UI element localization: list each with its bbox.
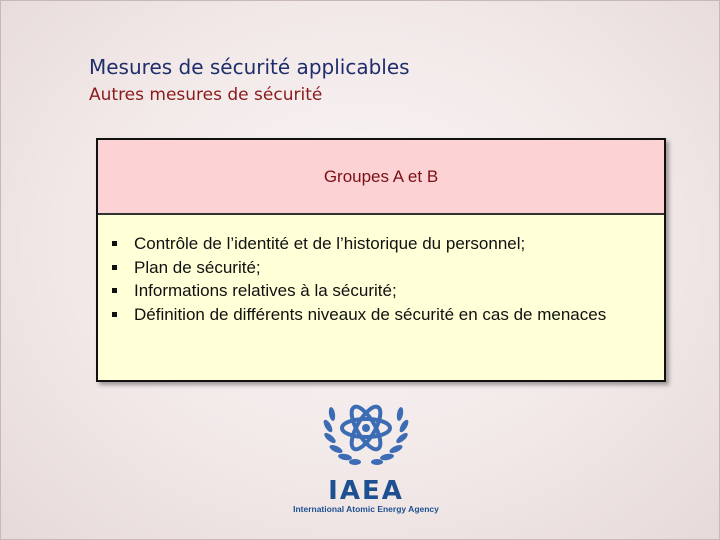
square-bullet-icon <box>112 265 117 270</box>
square-bullet-icon <box>112 312 117 317</box>
list-item-text: Informations relatives à la sécurité; <box>134 281 397 300</box>
list-item <box>112 256 640 280</box>
slide-subtitle: Autres mesures de sécurité <box>89 85 323 105</box>
iaea-acronym: IAEA <box>328 476 404 506</box>
square-bullet-icon <box>112 288 117 293</box>
box-header: Groupes A et B <box>98 140 664 215</box>
list-item <box>112 279 640 303</box>
list-item-text: Définition de différents niveaux de sécurité en cas de menaces <box>134 304 607 324</box>
iaea-full-name: International Atomic Energy Agency <box>293 504 439 514</box>
list-item <box>112 232 640 256</box>
list-item <box>112 303 640 327</box>
square-bullet-icon <box>112 241 117 246</box>
measures-box <box>96 138 666 382</box>
measures-list <box>98 215 664 326</box>
list-item-text: Contrôle de l’identité et de l’historique du personnel; <box>134 234 526 253</box>
list-item-text: Plan de sécurité; <box>134 257 261 277</box>
slide-title: Mesures de sécurité applicables <box>89 55 410 79</box>
